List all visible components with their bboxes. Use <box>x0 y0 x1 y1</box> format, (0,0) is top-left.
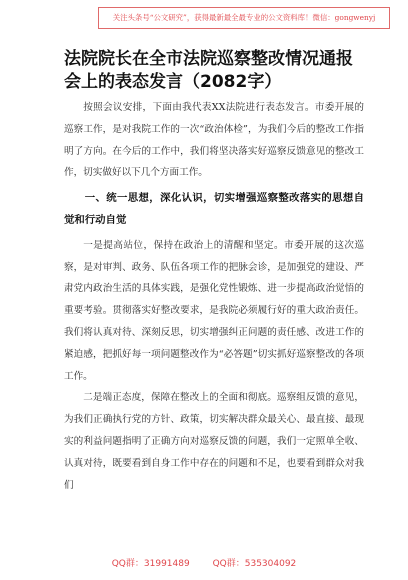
intro-paragraph: 按照会议安排，下面由我代表XX法院进行表态发言。市委开展的巡察工作，是对我院工作的一次“政治体检”，为我们今后的整改工作指明了方向。在今后的工作中，我们将坚决落实好巡察反馈意见的整改工作，切实做好以下几个方面工作。 <box>64 102 364 179</box>
footer-qq-group-2: QQ群：535304092 <box>212 559 297 569</box>
footer-contact <box>0 554 408 574</box>
body-paragraph: 二是端正态度，保障在整改上的全面和彻底。巡察组反馈的意见，为我们正确执行党的方针、政策，切实解决群众最关心、最直接、最现实的利益问题指明了正确方向对巡察反馈的问题，我们一定照单全收、认真对待，既要看到自身工作中存在的问题和不足，也要看到群众对我们 <box>64 392 364 491</box>
document-body <box>64 97 364 496</box>
footer-qq-group-1: QQ群：31991489 <box>111 559 190 569</box>
section-heading: 一、统一思想，深化认识，切实增强巡察整改落实的思想自觉和行动自觉 <box>64 192 364 226</box>
body-paragraph: 一是提高站位，保持在政治上的清醒和坚定。市委开展的这次巡察，是对审判、政务、队伍各项工作的把脉会诊，是加强党的建设、严肃党内政治生活的具体实践，是强化党性锻炼、进一步提高政治觉悟的重要考验。贯彻落实好整改要求，是我院必须履行好的重大政治责任。我们将认真对待、深刻反思，切实增强纠正问题的责任感、改进工作的紧迫感，把抓好每一项问题整改作为“必答题”切实抓好巡察整改的各项工作。 <box>64 239 364 382</box>
document-title: 法院院长在全市法院巡察整改情况通报会上的表态发言（2082字） <box>64 49 353 92</box>
header-banner: 关注头条号“公文研究”，获得最新最全最专业的公文资料库！微信：gongwenyj <box>98 7 390 29</box>
